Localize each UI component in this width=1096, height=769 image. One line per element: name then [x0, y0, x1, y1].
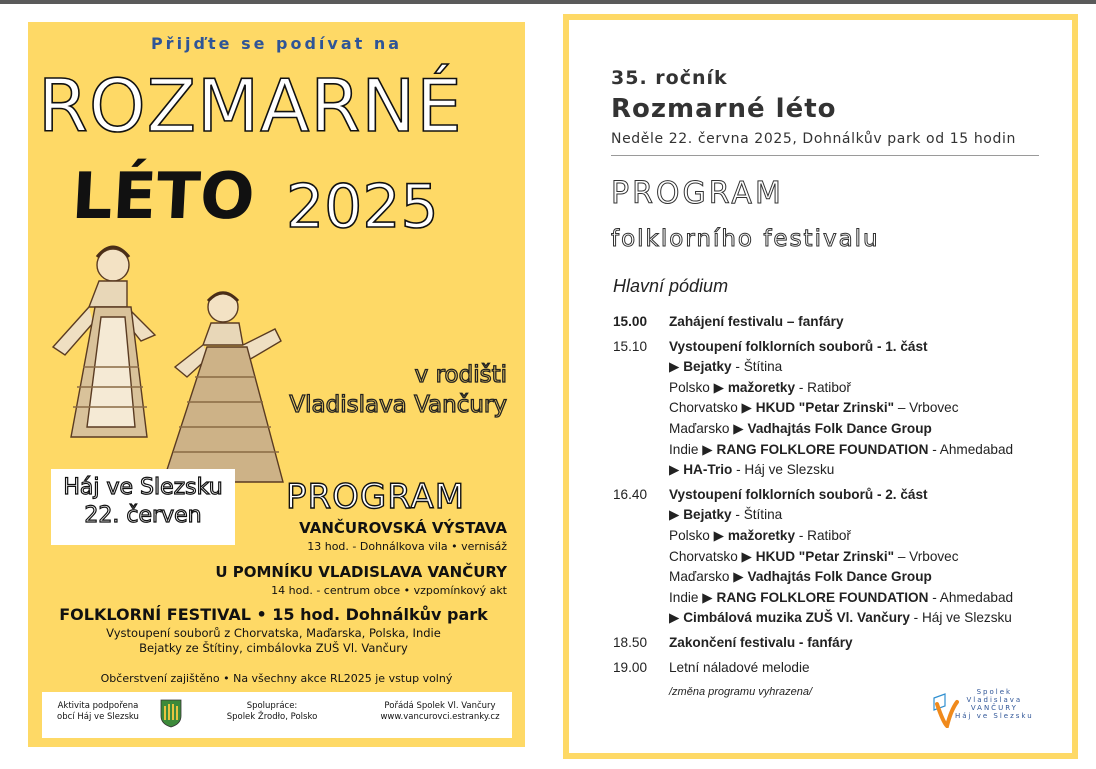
schedule-text: ▶ — [669, 462, 684, 478]
schedule-text: - Ahmedabad — [928, 441, 1014, 457]
schedule-text: Vadhajtás Folk Dance Group — [747, 569, 932, 585]
schedule-details — [669, 485, 1053, 629]
schedule-text: Vystoupení folklorních souborů - 2. část — [669, 486, 928, 502]
schedule-text: RANG FOLKLORE FOUNDATION — [716, 589, 929, 605]
schedule-text: Cimbálová muzika ZUŠ Vl. Vančury — [683, 610, 910, 626]
schedule-line — [669, 357, 1053, 378]
poster-title-line2: LÉTO — [70, 160, 257, 234]
schedule-text: - Štítina — [731, 359, 783, 375]
schedule-text: mažoretky — [727, 527, 796, 543]
schedule-text: RANG FOLKLORE FOUNDATION — [716, 441, 929, 457]
festival-line2: Bejatky ze Štítiny, cimbálovka ZUŠ Vl. Vančury — [139, 641, 408, 655]
schedule-text: Chorvatsko ▶ — [669, 548, 756, 564]
schedule-text: ▶ — [669, 359, 684, 375]
organizer-credit: Pořádá Spolek Vl. Vančury www.vancurovci.estranky.cz — [380, 701, 500, 722]
festival-date-line: Neděle 22. června 2025, Dohnálkův park od 15 hodin — [611, 131, 1016, 147]
program-heading: PROGRAM — [611, 176, 784, 211]
schedule-text: – Vrbovec — [894, 400, 959, 416]
schedule-details — [669, 337, 1053, 481]
event-memorial-detail: 14 hod. - centrum obce • vzpomínkový akt — [271, 584, 507, 597]
schedule-text: – Vrbovec — [894, 548, 959, 564]
event-date: 22. červen — [84, 503, 202, 528]
schedule-line — [669, 460, 1053, 481]
festival-name: Rozmarné léto — [611, 94, 837, 124]
schedule-text: ▶ — [669, 610, 684, 626]
schedule-text: Bejatky — [683, 507, 732, 523]
schedule-text: HKUD "Petar Zrinski" — [755, 400, 895, 416]
place-name: Háj ve Slezsku — [63, 475, 223, 500]
schedule-text: - Háj ve Slezsku — [909, 610, 1012, 626]
festival-line1: Vystoupení souborů z Chorvatska, Maďarska, Polska, Indie — [106, 626, 441, 640]
schedule-list — [613, 312, 1053, 682]
schedule-line — [669, 588, 1053, 609]
schedule-line — [669, 312, 1053, 333]
top-border — [0, 0, 1096, 4]
schedule-time: 15.10 — [613, 338, 648, 354]
schedule-text: Letní náladové melodie — [669, 659, 810, 675]
schedule-line — [669, 378, 1053, 399]
poster-invite: Přijďte se podívat na — [150, 34, 403, 53]
birthplace-line1: v rodišti — [414, 362, 507, 388]
schedule-text: - Ahmedabad — [928, 589, 1014, 605]
schedule-details — [669, 633, 1053, 654]
birthplace-line2: Vladislava Vančury — [289, 392, 507, 418]
schedule-text: Maďarsko ▶ — [669, 569, 748, 585]
event-exhibition-title: VANČUROVSKÁ VÝSTAVA — [299, 519, 507, 537]
schedule-text: mažoretky — [727, 379, 796, 395]
poster-title-year: 2025 — [286, 172, 439, 242]
schedule-line — [669, 419, 1053, 440]
schedule-text: Chorvatsko ▶ — [669, 400, 756, 416]
schedule-text: Zahájení festivalu – fanfáry — [669, 314, 844, 329]
schedule-line — [669, 567, 1053, 588]
schedule-line — [669, 547, 1053, 568]
schedule-text: ▶ — [669, 507, 684, 523]
schedule-time: 19.00 — [613, 659, 648, 675]
schedule-item — [613, 485, 1053, 629]
schedule-text: Zakončení festivalu - fanfáry — [669, 634, 853, 650]
schedule-text: - Háj ve Slezsku — [732, 462, 835, 478]
schedule-text: Vadhajtás Folk Dance Group — [747, 420, 932, 436]
stage-name: Hlavní pódium — [613, 276, 729, 296]
event-exhibition-detail: 13 hod. - Dohnálkova vila • vernisáž — [307, 540, 507, 553]
program-sheet — [563, 14, 1078, 759]
program-subheading: folklorního festivalu — [611, 226, 880, 252]
logo-text: Spolek Vladislava VANČURY Háj ve Slezsku — [955, 688, 1034, 720]
schedule-text: Maďarsko ▶ — [669, 420, 748, 436]
schedule-text: - Ratiboř — [795, 379, 851, 395]
schedule-line — [669, 398, 1053, 419]
organizer-logo — [931, 688, 1041, 730]
edition-label: 35. ročník — [611, 67, 728, 89]
poster-birthplace — [289, 360, 507, 420]
schedule-line — [669, 485, 1053, 506]
schedule-text: HKUD "Petar Zrinski" — [755, 548, 895, 564]
poster-title-line1: ROZMARNÉ — [38, 64, 463, 148]
schedule-details — [669, 312, 1053, 333]
schedule-item — [613, 633, 1053, 654]
festival-title: FOLKLORNÍ FESTIVAL • 15 hod. Dohnálkův park — [59, 605, 488, 624]
cooperation-credit: Spolupráce: Spolek Žrodło, Polsko — [226, 701, 318, 722]
schedule-line — [669, 526, 1053, 547]
schedule-line — [669, 633, 1053, 654]
schedule-text: - Štítina — [731, 507, 783, 523]
place-date-box — [51, 469, 235, 545]
schedule-time: 18.50 — [613, 634, 648, 650]
schedule-text: Indie ▶ — [669, 441, 717, 457]
schedule-item — [613, 337, 1053, 481]
schedule-line — [669, 337, 1053, 358]
schedule-details — [669, 658, 1053, 679]
event-memorial-title: U POMNÍKU VLADISLAVA VANČURY — [215, 563, 507, 581]
schedule-text: Indie ▶ — [669, 589, 717, 605]
refreshments-note: Občerstvení zajištěno • Na všechny akce RL2025 je vstup volný — [100, 672, 453, 685]
schedule-text: - Ratiboř — [795, 527, 851, 543]
schedule-line — [669, 505, 1053, 526]
schedule-text: Polsko ▶ — [669, 379, 728, 395]
schedule-line — [669, 658, 1053, 679]
schedule-text: Polsko ▶ — [669, 527, 728, 543]
schedule-item — [613, 312, 1053, 333]
schedule-text: Vystoupení folklorních souborů - 1. část — [669, 338, 928, 354]
poster-footer — [42, 692, 512, 738]
header-divider — [611, 155, 1039, 156]
program-change-note: /změna programu vyhrazena/ — [669, 686, 813, 698]
festival-poster — [28, 22, 525, 747]
municipality-crest-icon — [159, 698, 183, 728]
schedule-time: 15.00 — [613, 314, 648, 329]
support-credit: Aktivita podpořena obcí Háj ve Slezsku — [57, 701, 139, 722]
poster-program-title: PROGRAM — [286, 477, 466, 517]
schedule-item — [613, 658, 1053, 679]
schedule-text: HA-Trio — [683, 462, 733, 478]
schedule-text: Bejatky — [683, 359, 732, 375]
schedule-gap — [613, 678, 1053, 682]
schedule-line — [669, 608, 1053, 629]
schedule-line — [669, 440, 1053, 461]
schedule-time: 16.40 — [613, 486, 648, 502]
